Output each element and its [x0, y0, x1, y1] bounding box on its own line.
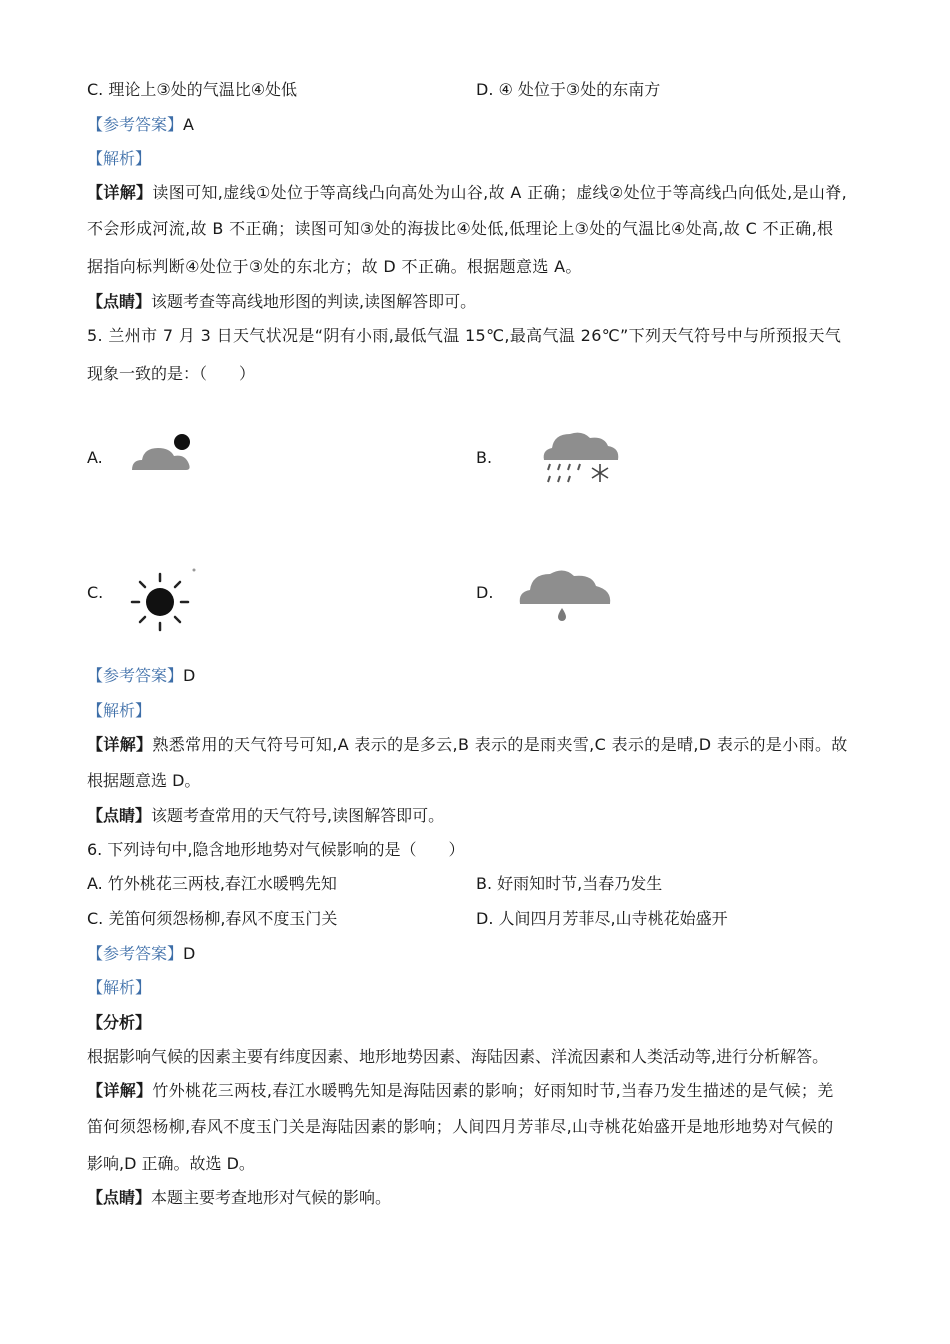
answer-label: 【参考答案】 [87, 666, 184, 685]
q5-option-c-label: C. [87, 583, 104, 602]
q6-detail-line-1 [87, 1080, 834, 1102]
q4-option-d: D. ④ 处位于③处的东南方 [476, 80, 661, 99]
partly-cloudy-icon [128, 430, 198, 476]
q4-detail-line-2: 不会形成河流,故 B 不正确；读图可知③处的海拔比④处低,低理论上③处的气温比④处高,故 C 不正确,根 [87, 219, 834, 238]
answer-label: 【参考答案】 [87, 944, 184, 963]
q6-analyze-text: 根据影响气候的因素主要有纬度因素、地形地势因素、海陆因素、洋流因素和人类活动等,进行分析解答。 [87, 1047, 829, 1066]
q6-stem: 6. 下列诗句中,隐含地形地势对气候影响的是（ ） [87, 840, 465, 859]
comment-text: 该题考查常用的天气符号,读图解答即可。 [151, 806, 445, 825]
q6-option-c: C. 羌笛何须怨杨柳,春风不度玉门关 [87, 909, 338, 928]
detail-label: 【详解】 [87, 1081, 153, 1100]
q4-answer-row [87, 114, 194, 136]
q4-option-c: C. 理论上③处的气温比④处低 [87, 80, 298, 99]
answer-label: 【参考答案】 [87, 115, 184, 134]
answer-value: D [183, 944, 196, 963]
detail-label: 【详解】 [87, 183, 153, 202]
comment-text: 该题考查等高线地形图的判读,读图解答即可。 [151, 292, 477, 311]
q6-answer-row [87, 943, 195, 965]
q5-detail-line-1 [87, 734, 848, 756]
q6-option-d: D. 人间四月芳菲尽,山寺桃花始盛开 [476, 909, 728, 928]
comment-label: 【点睛】 [87, 1188, 152, 1207]
q6-comment [87, 1187, 391, 1209]
comment-label: 【点睛】 [87, 292, 152, 311]
q5-detail-line-2: 根据题意选 D。 [87, 771, 201, 790]
sleet-icon [540, 426, 622, 488]
answer-value: A [183, 115, 194, 134]
q6-detail-line-2: 笛何须怨杨柳,春风不度玉门关是海陆因素的影响；人间四月芳菲尽,山寺桃花始盛开是地形地势对气候的 [87, 1117, 834, 1136]
detail-text: 竹外桃花三两枝,春江水暖鸭先知是海陆因素的影响；好雨知时节,当春乃发生描述的是气候；羌 [152, 1081, 834, 1100]
q5-comment [87, 805, 444, 827]
detail-text: 熟悉常用的天气符号可知,A 表示的是多云,B 表示的是雨夹雪,C 表示的是晴,D 表示的是小雨。故 [152, 735, 848, 754]
q5-answer-row [87, 665, 195, 687]
q5-option-d-label: D. [476, 583, 494, 602]
q6-option-b: B. 好雨知时节,当春乃发生 [476, 874, 663, 893]
q6-option-a: A. 竹外桃花三两枝,春江水暖鸭先知 [87, 874, 337, 893]
q4-analysis-label: 【解析】 [87, 149, 152, 168]
q4-detail-line-1 [87, 182, 847, 204]
q4-detail-line-3: 据指向标判断④处位于③处的东北方；故 D 不正确。根据题意选 A。 [87, 257, 582, 276]
q5-option-a-label: A. [87, 448, 103, 467]
q5-stem-line-1: 5. 兰州市 7 月 3 日天气状况是“阴有小雨,最低气温 15℃,最高气温 26℃”下列天气符号中与所预报天气 [87, 326, 842, 345]
detail-text: 读图可知,虚线①处位于等高线凸向高处为山谷,故 A 正确；虚线②处位于等高线凸向低处,是山脊, [152, 183, 848, 202]
comment-label: 【点睛】 [87, 806, 152, 825]
q5-option-b-label: B. [476, 448, 493, 467]
q6-detail-line-3: 影响,D 正确。故选 D。 [87, 1154, 255, 1173]
q5-analysis-label: 【解析】 [87, 701, 152, 720]
answer-value: D [183, 666, 196, 685]
detail-label: 【详解】 [87, 735, 153, 754]
comment-text: 本题主要考查地形对气候的影响。 [151, 1188, 392, 1207]
sunny-icon [122, 566, 200, 636]
q6-analysis-label: 【解析】 [87, 978, 152, 997]
q5-stem-line-2: 现象一致的是：（ ） [87, 364, 256, 383]
light-rain-icon [516, 562, 614, 624]
q6-analyze-label: 【分析】 [87, 1013, 152, 1032]
q4-comment [87, 291, 476, 313]
